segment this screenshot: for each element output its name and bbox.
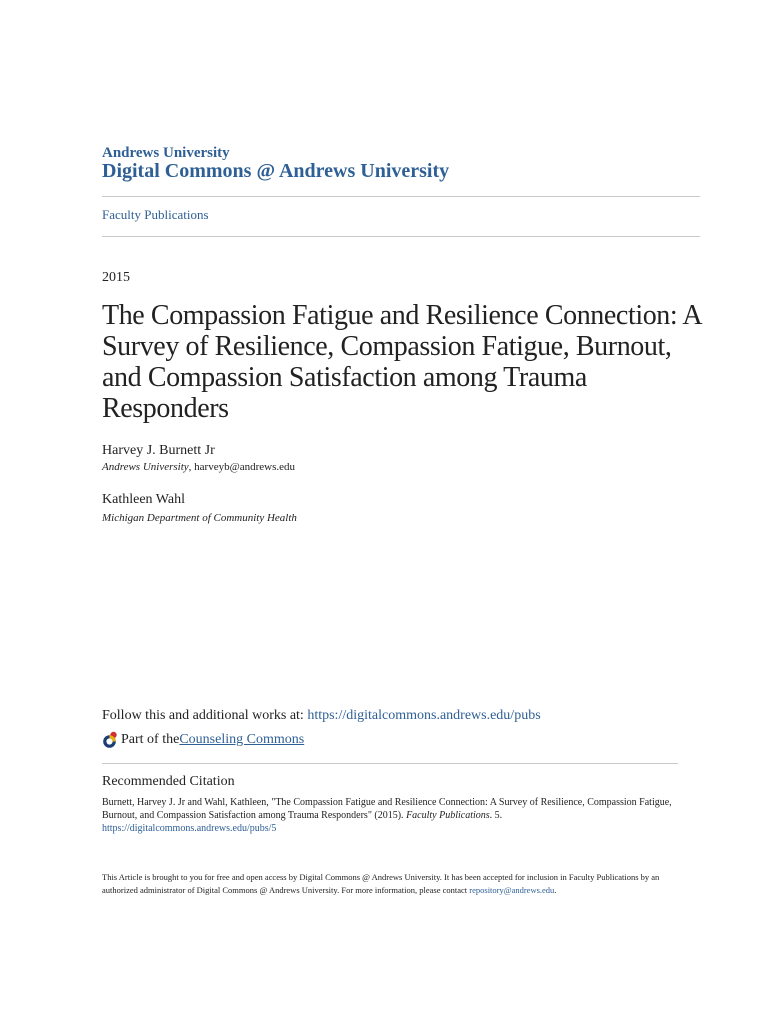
part-of-line <box>102 731 304 749</box>
author-affiliation <box>102 512 297 524</box>
citation-text: Burnett, Harvey J. Jr and Wahl, Kathleen, "The Compassion Fatigue and Resilience Connection: A Survey of Resilience, Compassion Fatigue, Burnout, and Compassion Satisfaction among Trauma Responders" (2015). <box>102 797 672 821</box>
institution-name[interactable]: Andrews University <box>102 145 230 161</box>
article-title: The Compassion Fatigue and Resilience Connection: A Survey of Resilience, Compassion Fatigue, Burnout, and Compassion Satisfaction among Trauma Responders <box>102 300 701 424</box>
divider <box>102 196 700 197</box>
notice-text: This Article is brought to you for free and open access by Digital Commons @ Andrews University. It has been accepted for inclusion in Faculty Publications by an authorized administrator of Digital Commons @ Andrews University. For more information, please contact <box>102 872 660 895</box>
publication-year: 2015 <box>102 270 130 285</box>
follow-line <box>102 708 541 724</box>
series-link[interactable]: Faculty Publications <box>102 207 209 222</box>
notice-end: . <box>554 885 557 895</box>
repository-name[interactable]: Digital Commons @ Andrews University <box>102 160 450 182</box>
author-email: , harveyb@andrews.edu <box>188 461 296 473</box>
citation-block <box>102 796 702 835</box>
access-notice <box>102 871 682 897</box>
author-name: Kathleen Wahl <box>102 492 185 507</box>
divider <box>102 236 700 237</box>
citation-url[interactable]: https://digitalcommons.andrews.edu/pubs/5 <box>102 823 277 834</box>
bepress-network-icon <box>102 731 118 749</box>
contact-email-link[interactable]: repository@andrews.edu <box>469 885 555 895</box>
pubs-link[interactable]: https://digitalcommons.andrews.edu/pubs <box>307 708 541 723</box>
affiliation-institution: Andrews University <box>102 461 189 473</box>
citation-end: . 5. <box>489 810 503 821</box>
citation-series: Faculty Publications <box>406 810 490 821</box>
discipline-link[interactable]: Counseling Commons <box>179 732 305 747</box>
divider <box>102 763 678 764</box>
citation-heading: Recommended Citation <box>102 774 235 789</box>
follow-prefix: Follow this and additional works at: <box>102 708 308 723</box>
author-affiliation <box>102 461 295 473</box>
part-of-prefix: Part of the <box>121 732 180 747</box>
affiliation-institution: Michigan Department of Community Health <box>102 512 297 524</box>
author-name: Harvey J. Burnett Jr <box>102 443 215 458</box>
